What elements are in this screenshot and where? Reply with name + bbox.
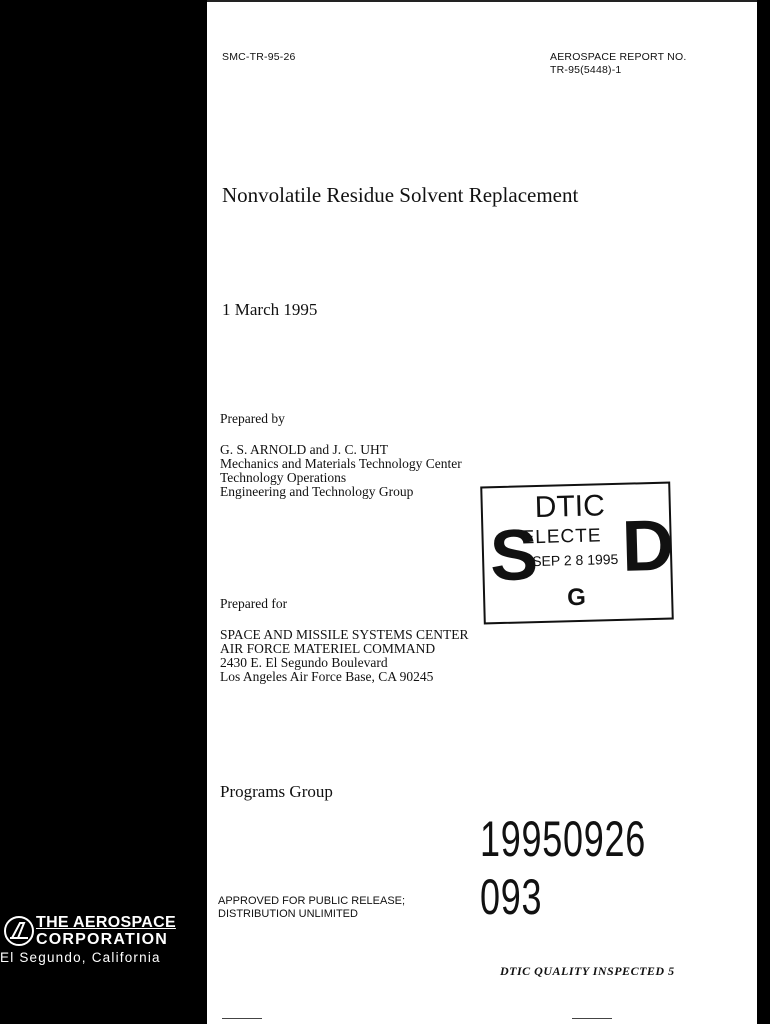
document-title: Nonvolatile Residue Solvent Replacement bbox=[222, 183, 579, 207]
logo-location: El Segundo, California bbox=[0, 950, 161, 965]
logo-name-line-1: THE AEROSPACE bbox=[36, 914, 176, 931]
aerospace-logo-icon bbox=[4, 916, 34, 946]
stamp-letter-s: S bbox=[489, 515, 540, 597]
prepared-by-label: Prepared by bbox=[220, 411, 285, 426]
dtic-quality-note: DTIC QUALITY INSPECTED 5 bbox=[500, 964, 675, 978]
document-date: 1 March 1995 bbox=[222, 300, 318, 319]
scan-artifact-dash bbox=[222, 1018, 262, 1019]
stamp-status: ELECTE bbox=[521, 525, 602, 549]
prepared-for-block bbox=[220, 628, 469, 684]
logo-name-line-2: CORPORATION bbox=[36, 931, 169, 948]
report-number-right-block bbox=[550, 51, 686, 77]
release-line-1: APPROVED FOR PUBLIC RELEASE; bbox=[218, 895, 406, 907]
report-number-left: SMC-TR-95-26 bbox=[222, 51, 296, 63]
operations-line: Technology Operations bbox=[220, 470, 347, 485]
stamp-grade: G bbox=[566, 583, 587, 612]
sponsor-line: SPACE AND MISSILE SYSTEMS CENTER bbox=[220, 627, 469, 642]
top-scan-line bbox=[207, 0, 757, 2]
stamp-org: DTIC bbox=[534, 489, 606, 525]
stamp-date: SEP 2 8 1995 bbox=[531, 550, 619, 570]
release-line-2: DISTRIBUTION UNLIMITED bbox=[218, 908, 358, 920]
stamp-letter-d: D bbox=[620, 505, 675, 587]
report-label-right: AEROSPACE REPORT NO. bbox=[550, 51, 687, 63]
right-scan-edge bbox=[757, 0, 770, 1024]
dtic-stamp bbox=[480, 482, 674, 625]
center-line: Mechanics and Materials Technology Center bbox=[220, 456, 462, 471]
prepared-for-label: Prepared for bbox=[220, 596, 288, 611]
scan-artifact-dash bbox=[572, 1018, 612, 1019]
prepared-by-block bbox=[220, 443, 462, 499]
city-line: Los Angeles Air Force Base, CA 90245 bbox=[220, 669, 434, 684]
left-black-band bbox=[0, 0, 207, 1024]
release-statement bbox=[218, 895, 405, 921]
report-number-right: TR-95(5448)-1 bbox=[550, 64, 622, 76]
command-line: AIR FORCE MATERIEL COMMAND bbox=[220, 641, 436, 656]
author-line: G. S. ARNOLD and J. C. UHT bbox=[220, 442, 389, 457]
group-line: Engineering and Technology Group bbox=[220, 484, 414, 499]
street-line: 2430 E. El Segundo Boulevard bbox=[220, 655, 388, 670]
accession-number: 19950926 093 bbox=[480, 811, 646, 925]
programs-group: Programs Group bbox=[220, 782, 333, 801]
